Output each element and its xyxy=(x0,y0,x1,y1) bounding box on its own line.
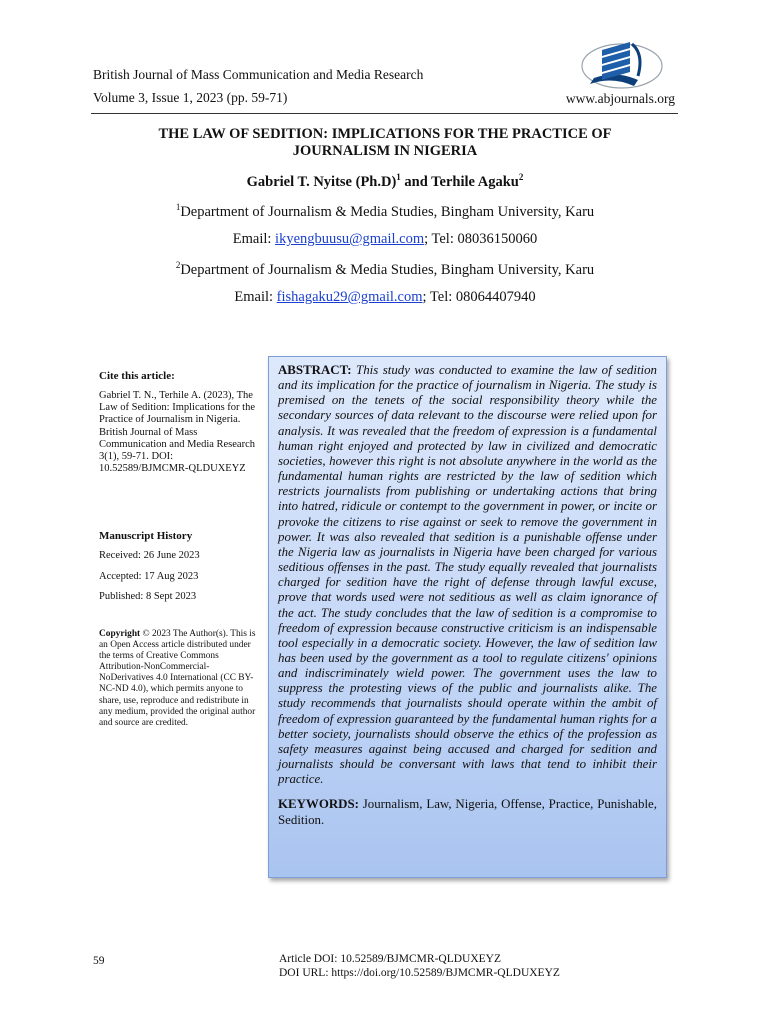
copyright-text: © 2023 The Author(s). This is an Open Access article distributed under the terms of Creative Commons Attribution-NonCommercial-NoDerivatives 4.0 International (CC BY-NC-ND 4.0), which permits anyone to share, use, reproduce and redistribute in any medium, provided the original author and source are credited. xyxy=(99,629,256,728)
copyright-notice xyxy=(99,629,264,729)
author-2-tel: ; Tel: 08064407940 xyxy=(422,289,536,305)
article-doi: Article DOI: 10.52589/BJMCMR-QLDUXEYZ xyxy=(279,953,501,965)
abstract-text: This study was conducted to examine the law of sedition and its implication for the practice of journalism in Nigeria. The study is premised on the tenets of the social responsibility theory while the secondary sources of data relevant to the discourse were relied upon for analysis. It was revealed that the freedom of expression is a fundamental human right enjoyed and protected by law in civilized and democratic societies, however this right is not absolute anywhere in the world as the fundamental human rights are restricted by the law of sedition which restricts journalists from publishing or undertaking actions that bring into hatred, ridicule or contempt to the government in power, or incite or provoke the citizens to rise against or seek to remove the government in power. It was also revealed that sedition is a punishable offense under the Nigeria law as journalists in Nigeria have been charged for various seditious offenses in the past. The study equally revealed that journalists charged for sedition have the right of defense through lawful excuse, prove that words used were not seditious as well as claim ignorance of the act. The study concludes that the law of sedition is a compromise to freedom of expression because constructive criticism is an indispensable tool especially in a democratic society. However, the law of sedition law has been used by the government as a tool to regulate citizens' opinions and indiscriminately wield power. The government uses the law to suppress the protesting views of the public and journalists alike. The study recommends that journalists should operate within the ambit of freedom of expression guaranteed by the fundamental human rights for a better society, journalists should observe the ethics of the profession as safety measures against being accused and charged for sedition and journalists should be conversant with laws that tend to inhibit their practice. xyxy=(278,363,657,787)
history-heading: Manuscript History xyxy=(99,530,193,542)
abstract-box xyxy=(268,356,667,878)
cite-text: Gabriel T. N., Terhile A. (2023), The Law of Sedition: Implications for the Practice of Journalism in Nigeria. British Journal of Mass Communication and Media Research 3(1), 59-71. DOI: 10.52589/BJMCMR-QLDUXEYZ xyxy=(99,390,256,475)
abstract-paragraph xyxy=(278,363,657,787)
accepted-date: Accepted: 17 Aug 2023 xyxy=(99,571,199,582)
author-1-sup: 1 xyxy=(396,172,401,182)
paper-title xyxy=(100,126,670,160)
affiliation-1-contact xyxy=(100,231,670,248)
doi-url-link[interactable]: DOI URL: https://doi.org/10.52589/BJMCMR-QLDUXEYZ xyxy=(279,967,560,979)
author-1-email-link[interactable]: ikyengbuusu@gmail.com xyxy=(275,231,425,247)
cite-heading: Cite this article: xyxy=(99,370,175,382)
published-date: Published: 8 Sept 2023 xyxy=(99,591,197,602)
journal-website-link[interactable]: www.abjournals.org xyxy=(565,91,675,106)
author-2-sup: 2 xyxy=(518,172,524,182)
affiliation-2-sup: 2 xyxy=(175,260,181,270)
affiliation-2 xyxy=(100,260,670,279)
keywords-label: KEYWORDS: xyxy=(278,797,359,812)
email-label: Email: xyxy=(232,231,276,247)
journal-name: British Journal of Mass Communication and Media Research xyxy=(93,67,424,82)
title-line-2: JOURNALISM IN NIGERIA xyxy=(292,143,478,159)
author-1-tel: ; Tel: 08036150060 xyxy=(424,231,538,247)
affiliation-1-dept: Department of Journalism & Media Studies, Bingham University, Karu xyxy=(180,203,595,220)
affiliation-1 xyxy=(100,202,670,221)
header-rule xyxy=(91,113,678,114)
affiliation-2-contact xyxy=(100,289,670,306)
journal-logo-icon xyxy=(572,36,664,92)
received-date: Received: 26 June 2023 xyxy=(99,550,200,561)
author-joiner: and xyxy=(400,173,432,190)
affiliation-2-dept: Department of Journalism & Media Studies, Bingham University, Karu xyxy=(180,261,595,278)
copyright-label: Copyright xyxy=(99,629,141,639)
abstract-label: ABSTRACT: xyxy=(278,363,352,377)
page-number: 59 xyxy=(93,955,105,967)
journal-volume: Volume 3, Issue 1, 2023 (pp. 59-71) xyxy=(93,90,288,105)
author-2-email-link[interactable]: fishagaku29@gmail.com xyxy=(276,289,423,305)
keywords xyxy=(278,797,657,827)
keywords-text: Journalism, Law, Nigeria, Offense, Practice, Punishable, Sedition. xyxy=(278,797,657,827)
affiliation-1-sup: 1 xyxy=(175,202,181,212)
email-label: Email: xyxy=(234,289,277,305)
author-list xyxy=(100,172,670,191)
author-2: Terhile Agaku xyxy=(431,173,519,190)
title-line-1: THE LAW OF SEDITION: IMPLICATIONS FOR THE PRACTICE OF xyxy=(158,126,612,142)
author-1: Gabriel T. Nyitse (Ph.D) xyxy=(246,173,397,190)
